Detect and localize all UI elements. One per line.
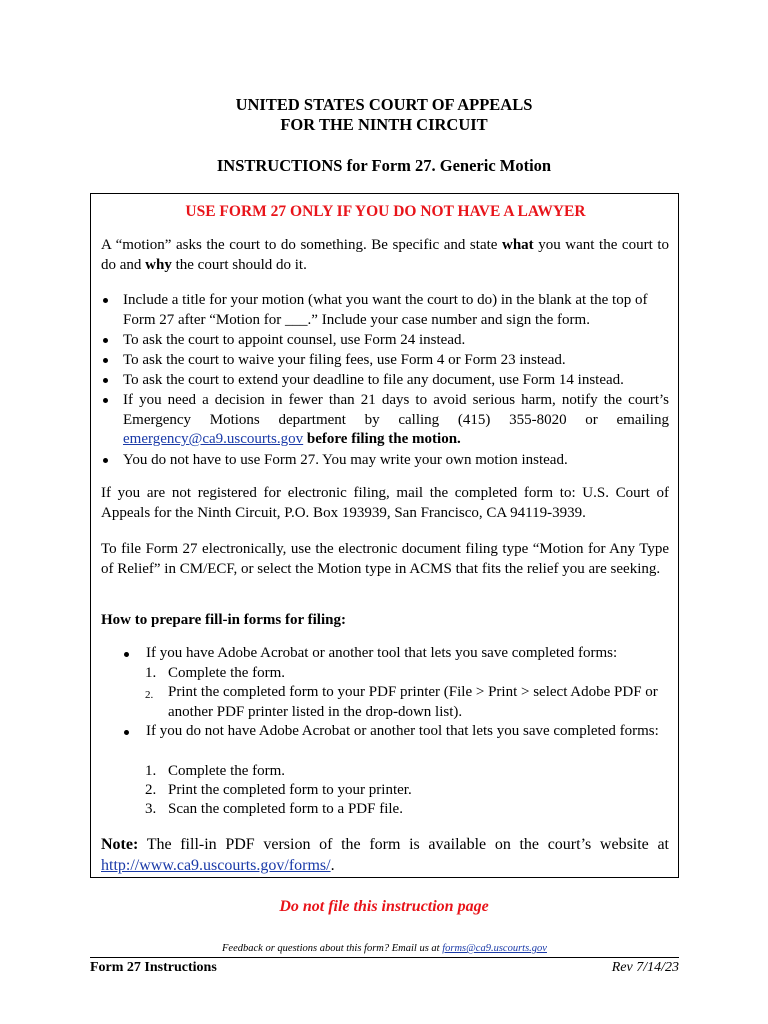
emergency-email-link[interactable]: emergency@ca9.uscourts.gov bbox=[123, 431, 304, 447]
intro-bold-what: what bbox=[502, 237, 534, 253]
bullet-dot bbox=[124, 730, 129, 735]
instructions-box bbox=[90, 193, 679, 878]
bullet-fees: To ask the court to waive your filing fees, use Form 4 or Form 23 instead. bbox=[123, 352, 566, 368]
emergency-text: If you need a decision in fewer than 21 days to avoid serious harm, notify the court’s Emergency Motions department by calling (415) 355-8020 or emailing bbox=[123, 392, 669, 428]
intro-bold-why: why bbox=[145, 256, 172, 273]
adobe-no-step1: Complete the form. bbox=[168, 763, 286, 779]
step-number: 2. bbox=[145, 689, 154, 701]
howto-heading: How to prepare fill-in forms for filing: bbox=[101, 612, 346, 628]
court-name-line1: UNITED STATES COURT OF APPEALS bbox=[235, 95, 533, 114]
lawyer-warning: USE FORM 27 ONLY IF YOU DO NOT HAVE A LAWYER bbox=[185, 203, 586, 220]
intro-paragraph bbox=[101, 236, 669, 275]
adobe-yes-text: If you have Adobe Acrobat or another tool that lets you save completed forms: bbox=[146, 645, 618, 661]
step-number: 1. bbox=[145, 665, 157, 681]
efile-paragraph: To file Form 27 electronically, use the electronic document filing type “Motion for Any Type of Relief” in CM/ECF, or select the Motion type in ACMS that fits the relief you are seeking. bbox=[101, 541, 669, 577]
step-number: 2. bbox=[145, 782, 157, 798]
bullet-own-motion: You do not have to use Form 27. You may write your own motion instead. bbox=[123, 452, 568, 468]
bullet-dot bbox=[103, 298, 108, 303]
feedback-email-link[interactable]: forms@ca9.uscourts.gov bbox=[442, 943, 547, 954]
feedback-text: Feedback or questions about this form? Email us at bbox=[222, 943, 443, 954]
bullet-dot bbox=[103, 338, 108, 343]
bullet-dot bbox=[103, 378, 108, 383]
adobe-no-step2: Print the completed form to your printer. bbox=[168, 782, 412, 798]
intro-text-1: A “motion” asks the court to do something. Be specific and state bbox=[101, 237, 502, 253]
intro-text-3: the court should do it. bbox=[171, 256, 307, 273]
bullet-counsel: To ask the court to appoint counsel, use Form 24 instead. bbox=[123, 332, 466, 348]
page-title: INSTRUCTIONS for Form 27. Generic Motion bbox=[216, 156, 552, 175]
adobe-no-text: If you do not have Adobe Acrobat or another tool that lets you save completed forms: bbox=[146, 723, 659, 739]
footer-divider bbox=[90, 957, 679, 958]
step-number: 3. bbox=[145, 801, 157, 817]
adobe-yes-step2: Print the completed form to your PDF printer (File > Print > select Adobe PDF or another PDF printer listed in the drop-down list). bbox=[168, 684, 658, 720]
bullet-title-instruction: Include a title for your motion (what you want the court to do) in the blank at the top of Form 27 after “Motion for ___.” Include your case number and sign the form. bbox=[123, 292, 648, 328]
court-name-line2: FOR THE NINTH CIRCUIT bbox=[280, 115, 488, 134]
footer-revision: Rev 7/14/23 bbox=[611, 960, 679, 975]
bullet-dot bbox=[103, 458, 108, 463]
intro-text-2: you want the court to do and bbox=[101, 237, 669, 273]
note-label: Note: bbox=[101, 836, 139, 853]
do-not-file-notice: Do not file this instruction page bbox=[279, 898, 489, 915]
adobe-no-step3: Scan the completed form to a PDF file. bbox=[168, 801, 403, 817]
bullet-dot bbox=[124, 652, 129, 657]
feedback-line bbox=[90, 943, 679, 954]
note-paragraph bbox=[101, 834, 669, 876]
note-end: . bbox=[330, 857, 335, 874]
mail-paragraph: If you are not registered for electronic filing, mail the completed form to: U.S. Court of Appeals for the Ninth Circuit, P.O. Box 193939, San Francisco, CA 94119-3939. bbox=[101, 485, 669, 521]
footer-form-name: Form 27 Instructions bbox=[90, 960, 217, 975]
step-number: 1. bbox=[145, 763, 157, 779]
forms-website-link[interactable]: http://www.ca9.uscourts.gov/forms/ bbox=[101, 857, 331, 874]
emergency-bold: before filing the motion. bbox=[303, 431, 461, 447]
adobe-yes-step1: Complete the form. bbox=[168, 665, 286, 681]
bullet-deadline: To ask the court to extend your deadline to file any document, use Form 14 instead. bbox=[123, 372, 624, 388]
bullet-dot bbox=[103, 398, 108, 403]
note-text: The fill-in PDF version of the form is available on the court’s website at bbox=[138, 836, 669, 853]
bullet-dot bbox=[103, 358, 108, 363]
bullet-emergency bbox=[123, 391, 669, 450]
